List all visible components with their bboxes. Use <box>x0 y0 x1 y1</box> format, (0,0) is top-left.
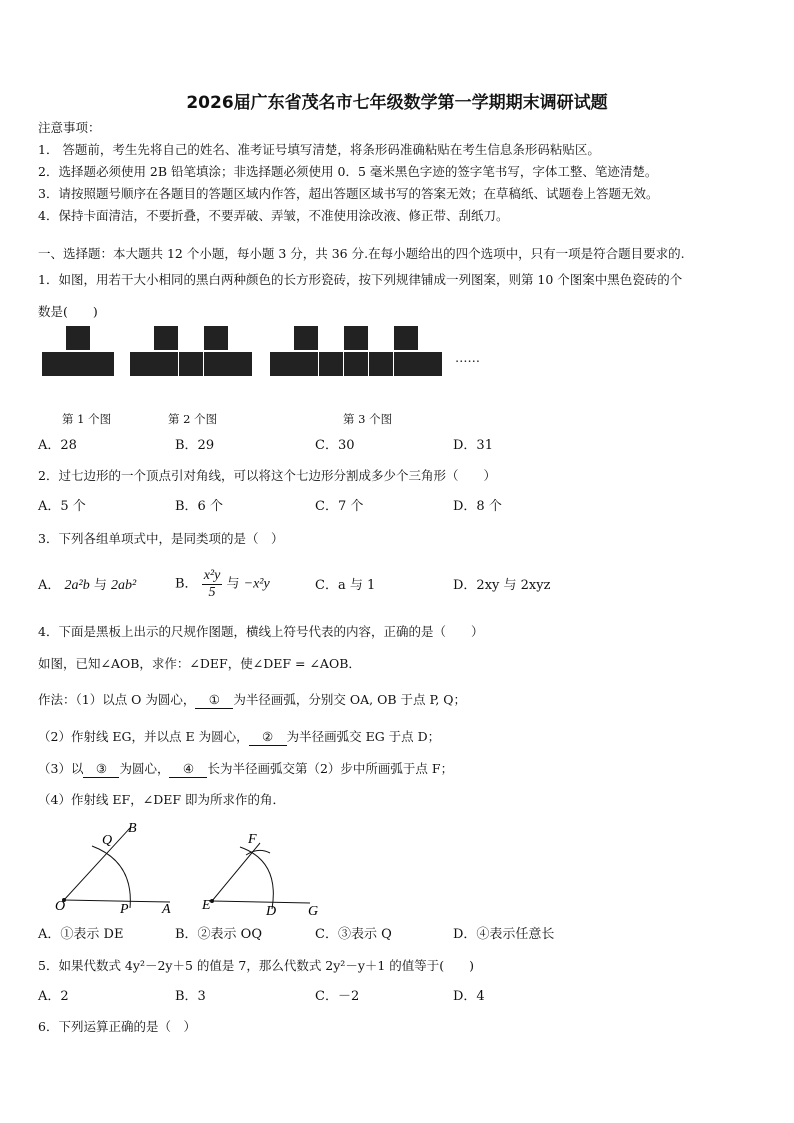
section-heading: 一、选择题：本大题共 12 个小题，每小题 3 分，共 36 分.在每小题给出的四个选项中，只有一项是符合题目要求的. <box>38 246 685 261</box>
q1-option-c: C．30 <box>315 438 355 453</box>
q1-text-line2: 数是( ) <box>38 304 98 319</box>
q3-b-with: 与 <box>226 576 240 592</box>
q4-figure-right <box>200 825 330 920</box>
q5-option-a: A．2 <box>38 989 69 1004</box>
q1-option-b: B．29 <box>175 438 215 453</box>
q4-step3 <box>38 761 453 778</box>
q3-option-a <box>38 578 136 594</box>
q1-text-line1: 1．如图，用若干大小相同的黑白两种颜色的长方形瓷砖，按下列规律铺成一列图案，则第 10 个图案中黑色瓷砖的个 <box>38 272 683 287</box>
q3-b-label: B． <box>175 576 198 592</box>
q2-option-c: C．7 个 <box>315 499 364 514</box>
q4-left-label-q: Q <box>102 833 113 848</box>
q4-step3-pre: （3）以 <box>38 761 84 776</box>
q4-right-label-e: E <box>202 898 211 913</box>
q4-step3-post: 长为半径画弧交第（2）步中所画弧于点 F； <box>207 761 454 776</box>
q1-ellipsis: …… <box>455 350 480 365</box>
q2-text: 2．过七边形的一个顶点引对角线，可以将这个七边形分割成多少个三角形（ ） <box>38 468 496 483</box>
q4-option-d: D．④表示任意长 <box>453 927 555 942</box>
q2-option-b: B．6 个 <box>175 499 223 514</box>
q5-option-c: C．－2 <box>315 989 360 1004</box>
q3-option-c: C．a 与 1 <box>315 578 376 593</box>
q1-tile-mid-row <box>40 352 480 378</box>
q4-step3-mid: 为圆心， <box>119 761 170 776</box>
q3-text: 3．下列各组单项式中，是同类项的是（ ） <box>38 531 284 546</box>
q6-text: 6．下列运算正确的是（ ） <box>38 1019 196 1034</box>
q1-caption-1: 第 1 个图 <box>62 412 112 426</box>
q4-right-label-f: F <box>248 832 257 847</box>
q3-b-math: −x²y <box>243 576 270 592</box>
q1-option-d: D．31 <box>453 438 493 453</box>
q3-b-denominator: 5 <box>208 585 216 600</box>
q4-figure-left <box>52 820 202 915</box>
notice-item-1: 1． 答题前，考生先将自己的姓名、准考证号填写清楚，将条形码准确粘贴在考生信息条形码粘贴区。 <box>38 142 600 157</box>
q1-caption-3: 第 3 个图 <box>343 412 393 426</box>
q3-b-numerator: x²y <box>203 568 221 583</box>
q4-right-label-g: G <box>308 904 319 919</box>
q3-b-fraction <box>202 568 223 601</box>
q3-option-d: D．2xy 与 2xyz <box>453 578 551 593</box>
q4-option-b: B．②表示 OQ <box>175 927 263 942</box>
q3-option-b <box>175 568 270 601</box>
q4-left-label-p: P <box>120 902 129 915</box>
q4-option-a: A．①表示 DE <box>38 927 124 942</box>
page-title: 2026届广东省茂名市七年级数学第一学期期末调研试题 <box>186 93 608 113</box>
q2-option-d: D．8 个 <box>453 499 502 514</box>
q4-option-c: C．③表示 Q <box>315 927 392 942</box>
q4-left-label-b: B <box>128 821 137 836</box>
q4-step2 <box>38 729 440 746</box>
q4-blank-4: ④ <box>169 761 207 778</box>
q4-step4: （4）作射线 EF，∠DEF 即为所求作的角． <box>38 792 285 807</box>
q4-step2-post: 为半径画弧交 EG 于点 D； <box>286 729 441 744</box>
q4-given: 如图，已知∠AOB，求作：∠DEF，使∠DEF = ∠AOB． <box>38 656 361 671</box>
q4-blank-1: ① <box>195 692 233 709</box>
q2-option-a: A．5 个 <box>38 499 86 514</box>
q4-right-label-d: D <box>266 904 277 919</box>
q5-option-b: B．3 <box>175 989 206 1004</box>
q3-a-label: A． <box>38 578 61 593</box>
notice-item-4: 4．保持卡面清洁，不要折叠，不要弄破、弄皱，不准使用涂改液、修正带、刮纸刀。 <box>38 208 509 223</box>
q5-text: 5．如果代数式 4y²－2y＋5 的值是 7，那么代数式 2y²－y＋1 的值等于( ) <box>38 958 475 973</box>
q4-left-label-o: O <box>55 899 66 914</box>
q4-step1-pre: 作法：（1）以点 O 为圆心， <box>38 692 196 707</box>
q4-left-label-a: A <box>162 902 171 915</box>
q4-text: 4．下面是黑板上出示的尺规作图题，横线上符号代表的内容，正确的是（ ） <box>38 624 484 639</box>
q4-blank-2: ② <box>249 729 287 746</box>
q4-step1-post: 为半径画弧，分别交 OA, OB 于点 P, Q； <box>233 692 467 707</box>
notice-heading: 注意事项： <box>38 120 101 135</box>
q1-tile-figures-lower <box>40 376 480 406</box>
notice-item-2: 2．选择题必须使用 2B 铅笔填涂；非选择题必须使用 0．5 毫米黑色字迹的签字笔书写，字体工整、笔迹清楚。 <box>38 164 658 179</box>
q3-a-with: 与 <box>93 578 107 593</box>
q1-caption-2: 第 2 个图 <box>168 412 218 426</box>
q3-a-math1: 2a²b <box>64 578 90 593</box>
q3-a-math2: 2ab² <box>111 578 137 593</box>
q4-blank-3: ③ <box>83 761 119 778</box>
q5-option-d: D．4 <box>453 989 485 1004</box>
q1-option-a: A．28 <box>38 438 77 453</box>
q4-step1 <box>38 692 466 709</box>
q4-step2-pre: （2）作射线 EG，并以点 E 为圆心， <box>38 729 249 744</box>
notice-item-3: 3．请按照题号顺序在各题目的答题区域内作答，超出答题区域书写的答案无效；在草稿纸、试题卷上答题无效。 <box>38 186 659 201</box>
